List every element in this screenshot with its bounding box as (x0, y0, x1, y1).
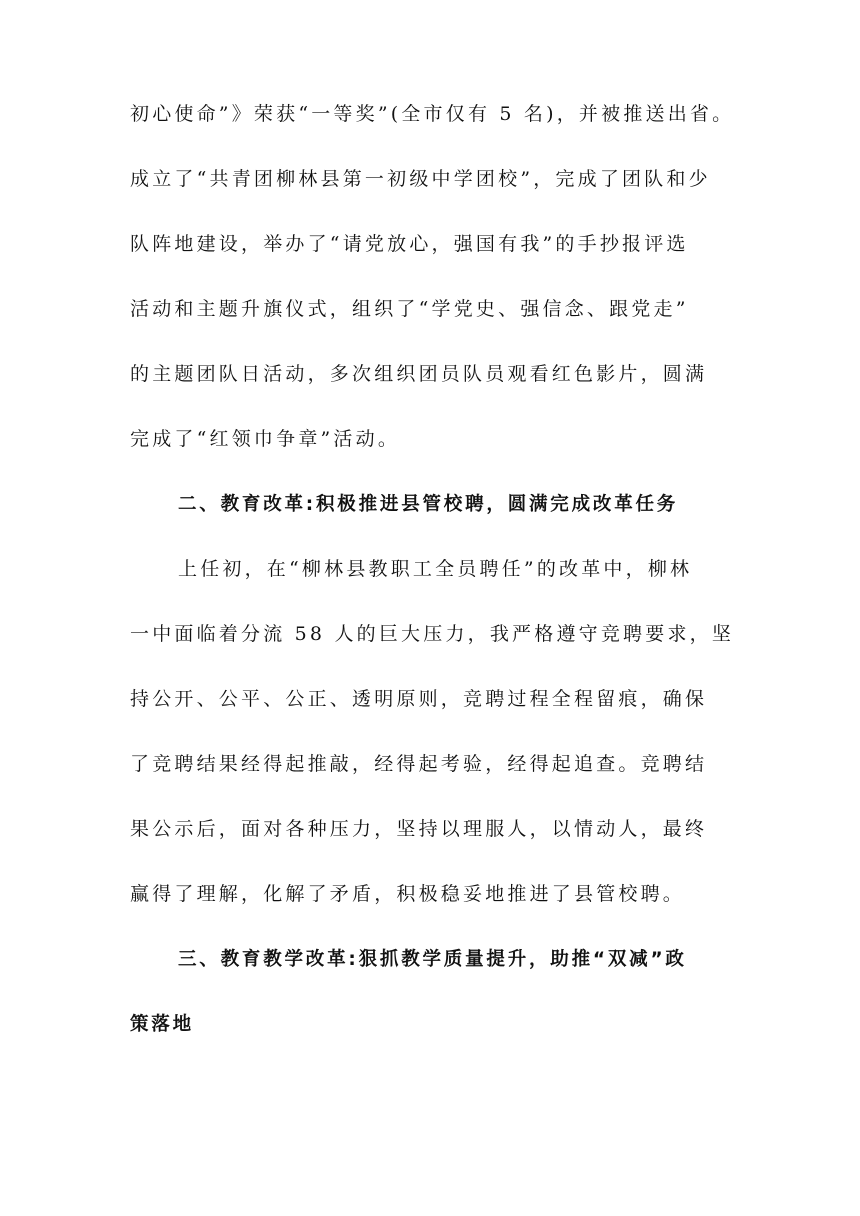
section-2-heading (130, 472, 730, 537)
heading-line: 三、教育教学改革:狠抓教学质量提升，助推“双减”政 (178, 949, 687, 970)
paragraph-1 (130, 82, 735, 472)
paragraph-line: 赢得了理解，化解了矛盾，积极稳妥地推进了县管校聘。 (130, 883, 686, 905)
paragraph-line: 成立了“共青团柳林县第一初级中学团校”，完成了团队和少 (130, 168, 711, 190)
paragraph-line: 的主题团队日活动，多次组织团员队员观看红色影片，圆满 (130, 363, 708, 385)
paragraph-line: 活动和主题升旗仪式，组织了“学党史、强信念、跟党走” (130, 298, 689, 320)
heading-line: 二、教育改革:积极推进县管校聘，圆满完成改革任务 (178, 494, 679, 515)
paragraph-line: 初心使命”》荣获“一等奖”(全市仅有 5 名)，并被推送出省。 (130, 103, 735, 125)
paragraph-line: 了竞聘结果经得起推敲，经得起考验，经得起追查。竞聘结 (130, 753, 708, 775)
paragraph-line: 果公示后，面对各种压力，坚持以理服人，以情动人，最终 (130, 818, 708, 840)
paragraph-line: 上任初，在“柳林县教职工全员聘任”的改革中，柳林 (178, 558, 693, 580)
paragraph-line: 队阵地建设，举办了“请党放心，强国有我”的手抄报评选 (130, 233, 689, 255)
paragraph-line: 持公开、公平、公正、透明原则，竞聘过程全程留痕，确保 (130, 688, 708, 710)
paragraph-2 (130, 537, 735, 927)
paragraph-line: 完成了“红领巾争章”活动。 (130, 428, 401, 450)
heading-line: 策落地 (130, 1014, 194, 1035)
paragraph-line: 一中面临着分流 58 人的巨大压力，我严格遵守竞聘要求，坚 (130, 623, 735, 645)
section-3-heading (130, 927, 730, 1057)
